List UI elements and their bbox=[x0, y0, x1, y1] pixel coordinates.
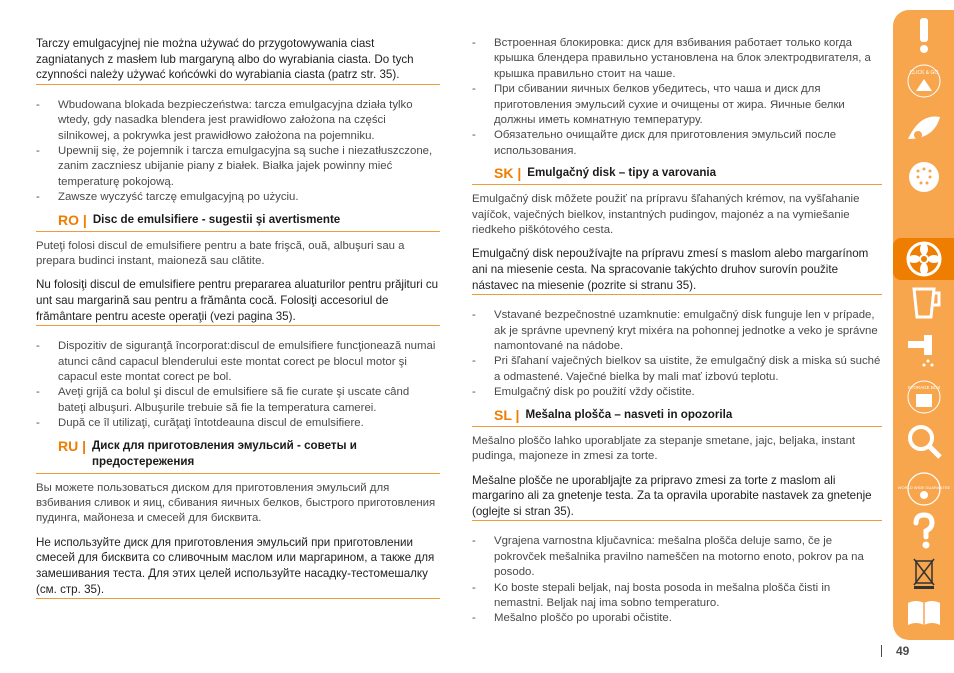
list-item: - Pri šľahaní vaječných bielkov sa uistite, že emulgačný disk a miska sú suché a odmastené. Vaječné bielka by mali mať izbovú teplotu. bbox=[472, 354, 882, 385]
ro-language-code: RO | bbox=[58, 211, 87, 228]
list-item: - După ce îl utilizaţi, curăţaţi întotdeauna discul de emulsifiere. bbox=[36, 416, 440, 431]
ro-section-heading bbox=[36, 212, 440, 232]
list-item: - Upewnij się, że pojemnik i tarcza emulgacyjna są suche i niezatłuszczone, zanim zaczniesz ubijanie piany z białek. Białka jajek powinny mieć temperaturę pokojową. bbox=[36, 144, 440, 190]
sk-language-code: SK | bbox=[494, 165, 522, 182]
ru-language-code: RU | bbox=[58, 437, 87, 454]
slicing-disc-icon[interactable] bbox=[899, 108, 949, 150]
sl-intro: Mešalno ploščo lahko uporabljate za stepanje smetane, jajc, beljaka, instant pudinga, majoneze in zmesi za torte. bbox=[472, 434, 856, 463]
page-number: 49 bbox=[896, 644, 910, 658]
recipe-book-icon[interactable] bbox=[899, 592, 949, 634]
exclamation-icon[interactable] bbox=[899, 14, 949, 56]
svg-text:WORLD WIDE GUARANTEE: WORLD WIDE GUARANTEE bbox=[897, 485, 951, 490]
sl-section-title: Mešalna plošča – nasveti in opozorila bbox=[525, 407, 733, 421]
ro-section-title: Disc de emulsifiere - sugestii şi avertismente bbox=[92, 212, 341, 226]
ro-warning: Nu folosiţi discul de emulsifiere pentru prepararea aluaturilor pentru prăjituri cu unt sau margarină sau pentru a frământa cocă. Folosiţi accesoriul de frământare pentru aceste operaţii (vezi pagina 35). bbox=[36, 277, 440, 326]
ro-list bbox=[36, 339, 440, 431]
ru-intro: Вы можете пользоваться диском для приготовления эмульсий для взбивания сливок и яиц, сбивания яичных белков, быстрого приготовления пудинга, майонеза и смесей для бисквита. bbox=[36, 481, 436, 525]
sl-language-code: SL | bbox=[494, 406, 520, 423]
sidebar-tab-strip bbox=[893, 10, 954, 640]
svg-text:CLICK & GO: CLICK & GO bbox=[909, 70, 939, 76]
sk-section-title: Emulgačný disk – tipy a varovania bbox=[527, 166, 717, 180]
list-item: - При сбивании яичных белков убедитесь, что чаша и диск для приготовления эмульсий сухие и очищены от жира. Яичные белки должны иметь комнатную температуру. bbox=[472, 82, 882, 128]
magnifier-icon[interactable] bbox=[899, 420, 949, 462]
sk-warning: Emulgačný disk nepoužívajte na prípravu zmesí s maslom alebo margarínom ani na miesenie cesta. Na spracovanie takýchto druhov surovín použite nástavec na miesenie (pozrite si stranu 35). bbox=[472, 246, 882, 295]
click-and-go-icon[interactable] bbox=[899, 60, 949, 102]
list-item: - Emulgačný disk po použití vždy očistite. bbox=[472, 385, 882, 400]
svg-text:STORAGE BOX: STORAGE BOX bbox=[907, 385, 941, 390]
list-item: - Vgrajena varnostna ključavnica: mešalna plošča deluje samo, če je pokrovček mešalnika pravilno nameščen na motorno enoto, pokrov pa na posodo. bbox=[472, 534, 882, 580]
faucet-cleaning-icon[interactable] bbox=[899, 330, 949, 372]
blender-jug-icon[interactable] bbox=[899, 282, 949, 324]
right-column bbox=[472, 36, 882, 633]
emulsifying-disc-icon[interactable] bbox=[893, 238, 954, 280]
list-item: - Vstavané bezpečnostné uzamknutie: emulgačný disk funguje len v prípade, ak je správne upevnený kryt mixéra na pohonnej jednotke a veko je správne namontované na nádobe. bbox=[472, 308, 882, 354]
sl-warning: Mešalne plošče ne uporabljajte za pripravo zmesi za torte z maslom ali margarino ali za gnetenje testa. Za ta opravila uporabite nastavek za gnetenje (oglejte si stran 35). bbox=[472, 473, 882, 522]
ro-intro: Puteţi folosi discul de emulsifiere pentru a bate frişcă, ouă, albuşuri sau a prepara budinci instant, maioneză sau clătite. bbox=[36, 239, 405, 268]
list-item: - Встроенная блокировка: диск для взбивания работает только когда крышка блендера правильно установлена на блок электродвигателя, а крышка правильно стоит на чаше. bbox=[472, 36, 882, 82]
list-item: - Ko boste stepali beljak, naj bosta posoda in mešalna plošča čisti in nemastni. Beljak naj ima sobno temperaturo. bbox=[472, 581, 882, 612]
left-column bbox=[36, 36, 440, 612]
ru-warning: Не используйте диск для приготовления эмульсий при приготовлении смесей для бисквита со сливочным маслом или маргарином, а также для замешивания теста. Для этих целей используйте насадку-тестомешалку (см. стр. 35). bbox=[36, 535, 440, 599]
list-item: - Mešalno ploščo po uporabi očistite. bbox=[472, 611, 882, 626]
pl-warning: Tarczy emulgacyjnej nie można używać do przygotowywania ciast zagniatanych z masłem lub margaryną albo do wyrabiania ciasta. Do tych czynności należy używać końcówki do wyrabiania ciasta (patrz str. 35). bbox=[36, 36, 440, 85]
list-item: - Zawsze wyczyść tarczę emulgacyjną po użyciu. bbox=[36, 190, 440, 205]
sk-list bbox=[472, 308, 882, 400]
sl-list bbox=[472, 534, 882, 626]
list-item: - Обязательно очищайте диск для приготовления эмульсий после использования. bbox=[472, 128, 882, 159]
question-icon[interactable] bbox=[899, 510, 949, 552]
pl-list bbox=[36, 98, 440, 206]
world-wide-guarantee-icon[interactable] bbox=[899, 468, 949, 510]
sk-section-heading bbox=[472, 165, 882, 185]
storage-box-icon[interactable] bbox=[899, 376, 949, 418]
shredding-disc-icon[interactable] bbox=[899, 156, 949, 198]
ru-list bbox=[472, 36, 882, 159]
list-item: - Dispozitiv de siguranţă încorporat:discul de emulsifiere funcţionează numai atunci când capacul blenderului este montat corect pe blocul motor şi capacul este montat corect pe bol. bbox=[36, 339, 440, 385]
sk-intro: Emulgačný disk môžete použiť na prípravu šľahaných krémov, na vyšľahanie vajíčok, vaječných bielkov, instantných pudingov, majonéz a na vymiešanie riedkeho piškótového cesta. bbox=[472, 193, 860, 237]
page-number-divider bbox=[881, 645, 882, 657]
ru-section-heading bbox=[36, 438, 440, 474]
recycle-bin-icon[interactable] bbox=[899, 550, 949, 592]
ru-section-title: Диск для приготовления эмульсий - советы и предостережения bbox=[92, 438, 357, 468]
list-item: - Aveţi grijă ca bolul şi discul de emulsifiere să fie curate şi uscate când bateţi albuşuri. Albuşurile trebuie să fie la temperatura camerei. bbox=[36, 385, 440, 416]
sl-section-heading bbox=[472, 407, 882, 427]
list-item: - Wbudowana blokada bezpieczeństwa: tarcza emulgacyjna działa tylko wtedy, gdy nasadka blendera jest prawidłowo założona na części silnikowej, a pokrywka jest prawidłowo założona na pojemniku. bbox=[36, 98, 440, 144]
